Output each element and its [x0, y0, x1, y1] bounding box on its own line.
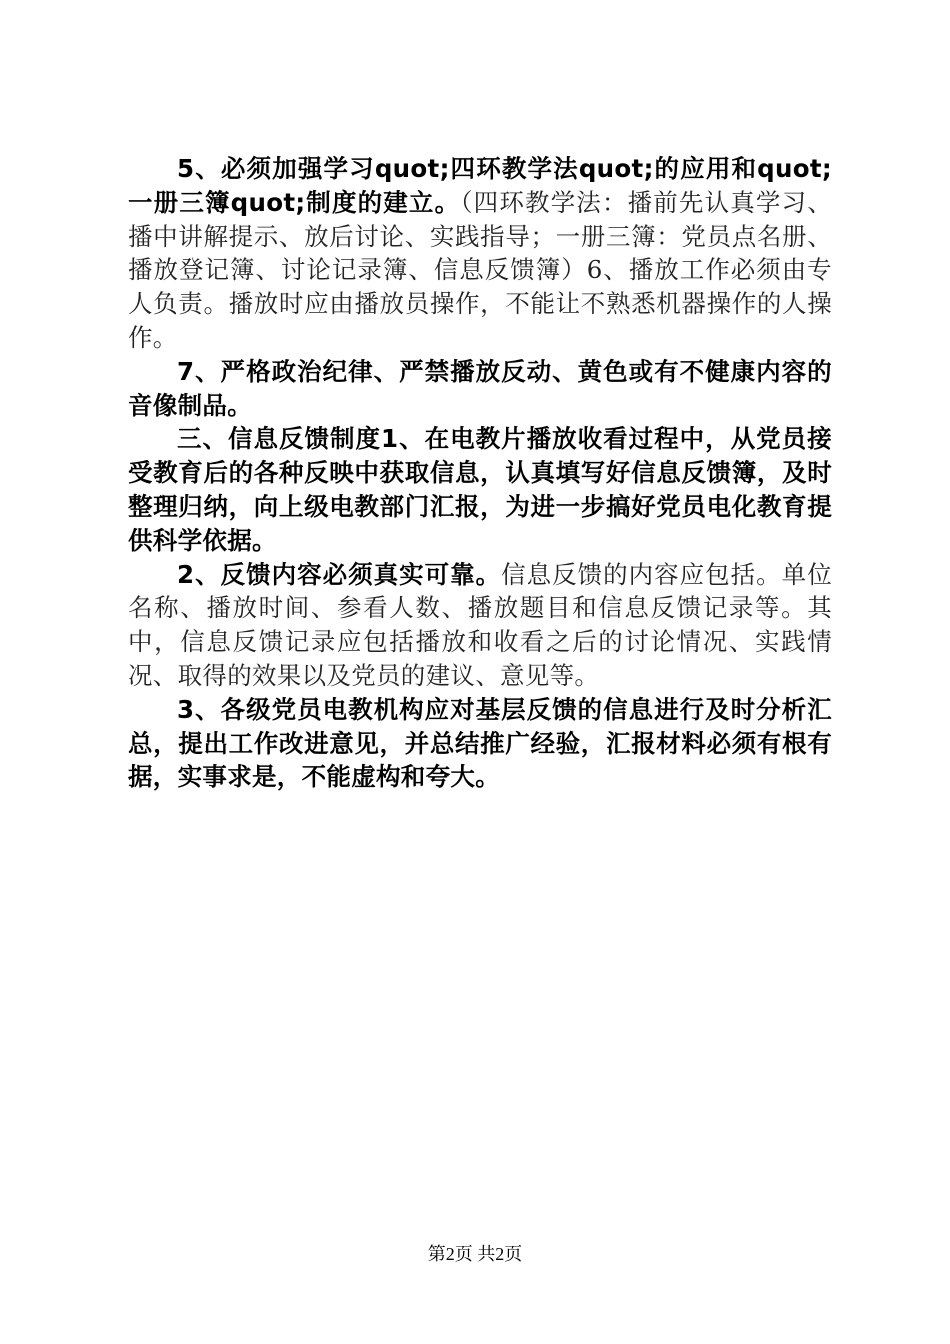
- page-footer: 第2页 共2页: [427, 1244, 523, 1264]
- paragraph-1: [128, 152, 832, 355]
- paragraph-5: [128, 693, 832, 794]
- paragraph-2: [128, 355, 832, 423]
- paragraph-3: [128, 422, 832, 557]
- paragraph-4-strong: 2、反馈内容必须真实可靠。: [177, 559, 502, 589]
- paragraph-5-strong: 3、各级党员电教机构应对基层反馈的信息进行及时分析汇总，提出工作改进意见，并总结推广经验，汇报材料必须有根有据，实事求是，不能虚构和夸大。: [128, 694, 832, 792]
- paragraph-2-strong: 7、严格政治纪律、严禁播放反动、黄色或有不健康内容的音像制品。: [128, 356, 832, 420]
- paragraph-1-normal: （四环教学法：播前先认真学习、播中讲解提示、放后讨论、实践指导；一册三簿：党员点名册、播放登记簿、讨论记录簿、信息反馈簿）6、播放工作必须由专人负责。播放时应由播放员操作，不能让不熟悉机器操作的人操作。: [128, 187, 832, 352]
- document-body: [128, 152, 832, 794]
- paragraph-3-strong: 三、信息反馈制度1、在电教片播放收看过程中，从党员接受教育后的各种反映中获取信息，认真填写好信息反馈簿，及时整理归纳，向上级电教部门汇报，为进一步搞好党员电化教育提供科学依据。: [128, 424, 832, 555]
- paragraph-1-strong: 5、必须加强学习quot;四环教学法quot;的应用和quot;一册三簿quot;制度的建立。: [128, 154, 832, 217]
- paragraph-4-normal: 信息反馈的内容应包括。单位名称、播放时间、参看人数、播放题目和信息反馈记录等。其中，信息反馈记录应包括播放和收看之后的讨论情况、实践情况、取得的效果以及党员的建议、意见等。: [128, 559, 832, 690]
- paragraph-4: [128, 558, 832, 693]
